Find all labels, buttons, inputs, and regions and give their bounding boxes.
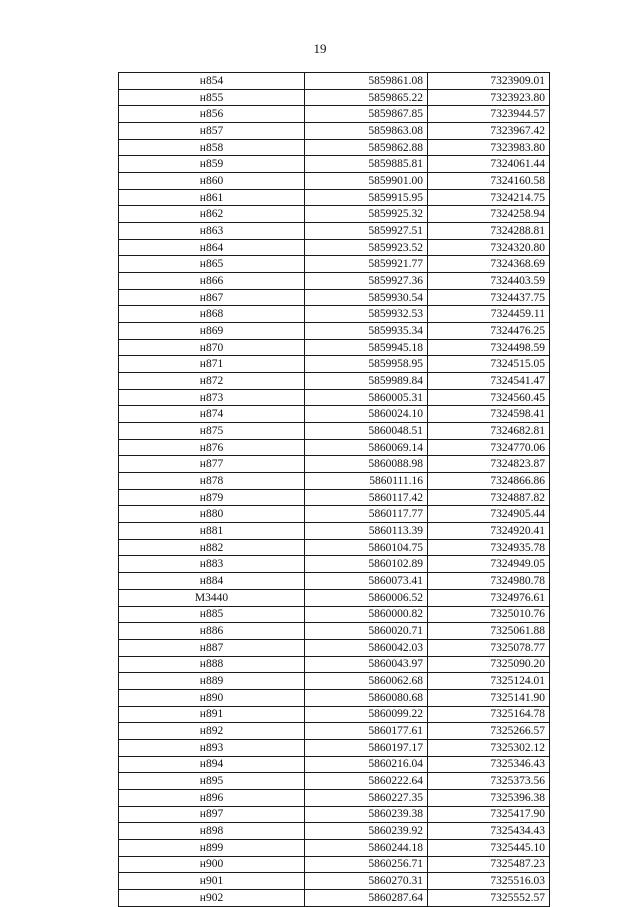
y-coordinate-cell: 7325124.01 — [428, 673, 550, 690]
y-coordinate-cell: 7324437.75 — [428, 289, 550, 306]
x-coordinate-cell: 5860197.17 — [305, 739, 428, 756]
point-name-cell: н866 — [119, 273, 305, 290]
x-coordinate-cell: 5859862.88 — [305, 139, 428, 156]
table-row — [119, 473, 550, 490]
y-coordinate-cell: 7324905.44 — [428, 506, 550, 523]
y-coordinate-cell: 7324403.59 — [428, 273, 550, 290]
y-coordinate-cell: 7323983.80 — [428, 139, 550, 156]
point-name-cell: н892 — [119, 723, 305, 740]
y-coordinate-cell: 7324459.11 — [428, 306, 550, 323]
x-coordinate-cell: 5860117.42 — [305, 489, 428, 506]
point-name-cell: н900 — [119, 856, 305, 873]
table-row — [119, 156, 550, 173]
point-name-cell: н890 — [119, 689, 305, 706]
y-coordinate-cell: 7324560.45 — [428, 389, 550, 406]
x-coordinate-cell: 5860099.22 — [305, 706, 428, 723]
point-name-cell: н880 — [119, 506, 305, 523]
y-coordinate-cell: 7324598.41 — [428, 406, 550, 423]
table-row — [119, 523, 550, 540]
x-coordinate-cell: 5859901.00 — [305, 173, 428, 190]
point-name-cell: н894 — [119, 756, 305, 773]
point-name-cell: н857 — [119, 123, 305, 140]
table-row — [119, 606, 550, 623]
point-name-cell: н893 — [119, 739, 305, 756]
x-coordinate-cell: 5859930.54 — [305, 289, 428, 306]
x-coordinate-cell: 5859925.32 — [305, 206, 428, 223]
x-coordinate-cell: 5860239.92 — [305, 823, 428, 840]
table-row — [119, 756, 550, 773]
point-name-cell: н875 — [119, 423, 305, 440]
x-coordinate-cell: 5859927.51 — [305, 223, 428, 240]
y-coordinate-cell: 7324160.58 — [428, 173, 550, 190]
y-coordinate-cell: 7324866.86 — [428, 473, 550, 490]
x-coordinate-cell: 5860042.03 — [305, 639, 428, 656]
point-name-cell: н902 — [119, 889, 305, 906]
table-row — [119, 489, 550, 506]
x-coordinate-cell: 5860227.35 — [305, 789, 428, 806]
table-row — [119, 106, 550, 123]
point-name-cell: н854 — [119, 73, 305, 90]
x-coordinate-cell: 5860024.10 — [305, 406, 428, 423]
x-coordinate-cell: 5860020.71 — [305, 623, 428, 640]
x-coordinate-cell: 5859932.53 — [305, 306, 428, 323]
table-row — [119, 273, 550, 290]
table-row — [119, 456, 550, 473]
y-coordinate-cell: 7324935.78 — [428, 539, 550, 556]
y-coordinate-cell: 7323967.42 — [428, 123, 550, 140]
x-coordinate-cell: 5859927.36 — [305, 273, 428, 290]
x-coordinate-cell: 5860043.97 — [305, 656, 428, 673]
x-coordinate-cell: 5859861.08 — [305, 73, 428, 90]
x-coordinate-cell: 5860104.75 — [305, 539, 428, 556]
y-coordinate-cell: 7325445.10 — [428, 839, 550, 856]
y-coordinate-cell: 7325396.38 — [428, 789, 550, 806]
point-name-cell: н888 — [119, 656, 305, 673]
y-coordinate-cell: 7325141.90 — [428, 689, 550, 706]
y-coordinate-cell: 7324214.75 — [428, 189, 550, 206]
coordinates-table-body — [119, 73, 550, 907]
x-coordinate-cell: 5860111.16 — [305, 473, 428, 490]
x-coordinate-cell: 5860287.64 — [305, 889, 428, 906]
x-coordinate-cell: 5859885.81 — [305, 156, 428, 173]
y-coordinate-cell: 7324498.59 — [428, 339, 550, 356]
point-name-cell: н899 — [119, 839, 305, 856]
table-row — [119, 773, 550, 790]
y-coordinate-cell: 7324980.78 — [428, 573, 550, 590]
table-row — [119, 389, 550, 406]
x-coordinate-cell: 5860177.61 — [305, 723, 428, 740]
x-coordinate-cell: 5859989.84 — [305, 373, 428, 390]
x-coordinate-cell: 5860005.31 — [305, 389, 428, 406]
table-row — [119, 256, 550, 273]
point-name-cell: н855 — [119, 89, 305, 106]
x-coordinate-cell: 5859935.34 — [305, 323, 428, 340]
table-row — [119, 806, 550, 823]
table-row — [119, 73, 550, 90]
x-coordinate-cell: 5860006.52 — [305, 589, 428, 606]
y-coordinate-cell: 7324320.80 — [428, 239, 550, 256]
y-coordinate-cell: 7325373.56 — [428, 773, 550, 790]
table-row — [119, 206, 550, 223]
x-coordinate-cell: 5860113.39 — [305, 523, 428, 540]
table-row — [119, 789, 550, 806]
table-row — [119, 439, 550, 456]
point-name-cell: н896 — [119, 789, 305, 806]
y-coordinate-cell: 7325417.90 — [428, 806, 550, 823]
table-row — [119, 373, 550, 390]
table-row — [119, 356, 550, 373]
y-coordinate-cell: 7324682.81 — [428, 423, 550, 440]
y-coordinate-cell: 7325552.57 — [428, 889, 550, 906]
x-coordinate-cell: 5860216.04 — [305, 756, 428, 773]
y-coordinate-cell: 7325078.77 — [428, 639, 550, 656]
point-name-cell: М3440 — [119, 589, 305, 606]
x-coordinate-cell: 5860256.71 — [305, 856, 428, 873]
table-row — [119, 289, 550, 306]
y-coordinate-cell: 7324976.61 — [428, 589, 550, 606]
point-name-cell: н877 — [119, 456, 305, 473]
x-coordinate-cell: 5860239.38 — [305, 806, 428, 823]
y-coordinate-cell: 7325516.03 — [428, 873, 550, 890]
y-coordinate-cell: 7324770.06 — [428, 439, 550, 456]
table-row — [119, 223, 550, 240]
table-row — [119, 339, 550, 356]
table-row — [119, 556, 550, 573]
y-coordinate-cell: 7324887.82 — [428, 489, 550, 506]
x-coordinate-cell: 5859915.95 — [305, 189, 428, 206]
table-row — [119, 856, 550, 873]
x-coordinate-cell: 5860117.77 — [305, 506, 428, 523]
point-name-cell: н883 — [119, 556, 305, 573]
table-row — [119, 723, 550, 740]
table-row — [119, 139, 550, 156]
y-coordinate-cell: 7325010.76 — [428, 606, 550, 623]
coordinates-table — [118, 72, 550, 907]
point-name-cell: н889 — [119, 673, 305, 690]
y-coordinate-cell: 7324258.94 — [428, 206, 550, 223]
point-name-cell: н856 — [119, 106, 305, 123]
table-row — [119, 323, 550, 340]
table-row — [119, 639, 550, 656]
y-coordinate-cell: 7324515.05 — [428, 356, 550, 373]
table-row — [119, 873, 550, 890]
table-row — [119, 89, 550, 106]
point-name-cell: н865 — [119, 256, 305, 273]
table-row — [119, 889, 550, 906]
point-name-cell: н870 — [119, 339, 305, 356]
y-coordinate-cell: 7324823.87 — [428, 456, 550, 473]
point-name-cell: н897 — [119, 806, 305, 823]
y-coordinate-cell: 7325487.23 — [428, 856, 550, 873]
y-coordinate-cell: 7325434.43 — [428, 823, 550, 840]
x-coordinate-cell: 5859958.95 — [305, 356, 428, 373]
table-row — [119, 189, 550, 206]
page-number: 19 — [313, 41, 327, 56]
x-coordinate-cell: 5860073.41 — [305, 573, 428, 590]
x-coordinate-cell: 5860048.51 — [305, 423, 428, 440]
point-name-cell: н878 — [119, 473, 305, 490]
x-coordinate-cell: 5859863.08 — [305, 123, 428, 140]
y-coordinate-cell: 7325302.12 — [428, 739, 550, 756]
point-name-cell: н873 — [119, 389, 305, 406]
point-name-cell: н860 — [119, 173, 305, 190]
table-row — [119, 173, 550, 190]
y-coordinate-cell: 7323923.80 — [428, 89, 550, 106]
table-row — [119, 239, 550, 256]
y-coordinate-cell: 7323909.01 — [428, 73, 550, 90]
point-name-cell: н881 — [119, 523, 305, 540]
y-coordinate-cell: 7324476.25 — [428, 323, 550, 340]
x-coordinate-cell: 5859867.85 — [305, 106, 428, 123]
x-coordinate-cell: 5860088.98 — [305, 456, 428, 473]
point-name-cell: н862 — [119, 206, 305, 223]
point-name-cell: н874 — [119, 406, 305, 423]
y-coordinate-cell: 7324949.05 — [428, 556, 550, 573]
point-name-cell: н885 — [119, 606, 305, 623]
y-coordinate-cell: 7325090.20 — [428, 656, 550, 673]
table-row — [119, 423, 550, 440]
y-coordinate-cell: 7325266.57 — [428, 723, 550, 740]
point-name-cell: н898 — [119, 823, 305, 840]
point-name-cell: н879 — [119, 489, 305, 506]
point-name-cell: н872 — [119, 373, 305, 390]
x-coordinate-cell: 5860000.82 — [305, 606, 428, 623]
table-row — [119, 573, 550, 590]
y-coordinate-cell: 7324288.81 — [428, 223, 550, 240]
point-name-cell: н886 — [119, 623, 305, 640]
point-name-cell: н868 — [119, 306, 305, 323]
table-row — [119, 839, 550, 856]
y-coordinate-cell: 7325061.88 — [428, 623, 550, 640]
point-name-cell: н867 — [119, 289, 305, 306]
table-row — [119, 589, 550, 606]
x-coordinate-cell: 5860244.18 — [305, 839, 428, 856]
point-name-cell: н863 — [119, 223, 305, 240]
table-row — [119, 706, 550, 723]
table-row — [119, 656, 550, 673]
point-name-cell: н901 — [119, 873, 305, 890]
point-name-cell: н871 — [119, 356, 305, 373]
table-row — [119, 739, 550, 756]
table-row — [119, 673, 550, 690]
point-name-cell: н895 — [119, 773, 305, 790]
y-coordinate-cell: 7323944.57 — [428, 106, 550, 123]
point-name-cell: н884 — [119, 573, 305, 590]
x-coordinate-cell: 5859921.77 — [305, 256, 428, 273]
y-coordinate-cell: 7324541.47 — [428, 373, 550, 390]
point-name-cell: н869 — [119, 323, 305, 340]
point-name-cell: н864 — [119, 239, 305, 256]
table-row — [119, 306, 550, 323]
point-name-cell: н858 — [119, 139, 305, 156]
x-coordinate-cell: 5860069.14 — [305, 439, 428, 456]
x-coordinate-cell: 5859945.18 — [305, 339, 428, 356]
y-coordinate-cell: 7324920.41 — [428, 523, 550, 540]
point-name-cell: н891 — [119, 706, 305, 723]
x-coordinate-cell: 5860270.31 — [305, 873, 428, 890]
x-coordinate-cell: 5860080.68 — [305, 689, 428, 706]
table-row — [119, 823, 550, 840]
point-name-cell: н861 — [119, 189, 305, 206]
point-name-cell: н887 — [119, 639, 305, 656]
y-coordinate-cell: 7325164.78 — [428, 706, 550, 723]
table-row — [119, 539, 550, 556]
x-coordinate-cell: 5860102.89 — [305, 556, 428, 573]
x-coordinate-cell: 5860062.68 — [305, 673, 428, 690]
point-name-cell: н859 — [119, 156, 305, 173]
table-row — [119, 123, 550, 140]
y-coordinate-cell: 7325346.43 — [428, 756, 550, 773]
point-name-cell: н876 — [119, 439, 305, 456]
x-coordinate-cell: 5860222.64 — [305, 773, 428, 790]
y-coordinate-cell: 7324368.69 — [428, 256, 550, 273]
y-coordinate-cell: 7324061.44 — [428, 156, 550, 173]
table-row — [119, 506, 550, 523]
table-row — [119, 689, 550, 706]
x-coordinate-cell: 5859865.22 — [305, 89, 428, 106]
table-row — [119, 623, 550, 640]
table-row — [119, 406, 550, 423]
x-coordinate-cell: 5859923.52 — [305, 239, 428, 256]
point-name-cell: н882 — [119, 539, 305, 556]
